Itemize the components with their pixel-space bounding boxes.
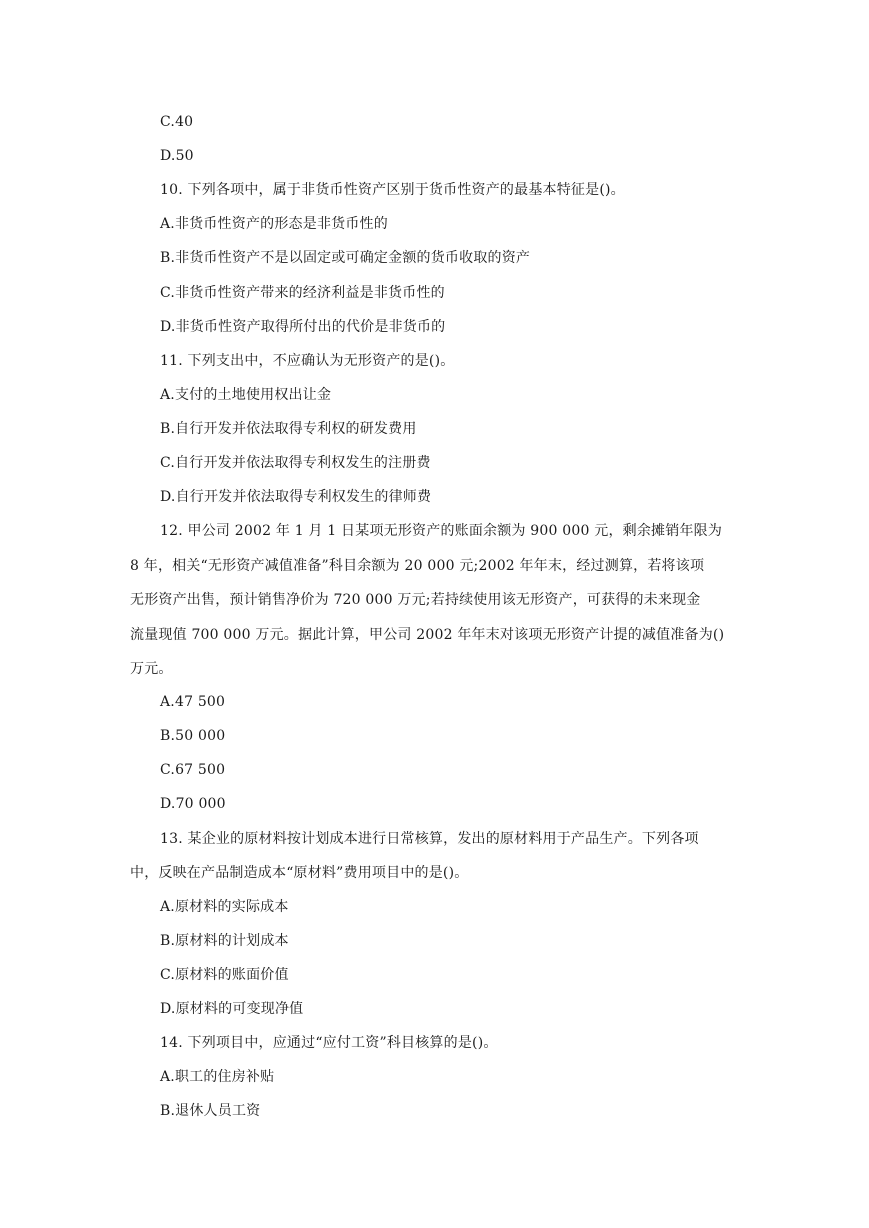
- question-12: 12. 甲公司 2002 年 1 月 1 日某项无形资产的账面余额为 900 000 元，剩余摊销年限为: [160, 523, 723, 539]
- question-13-continued: 中，反映在产品制造成本“原材料”费用项目中的是()。: [130, 865, 469, 881]
- question-14: 14. 下列项目中，应通过“应付工资”科目核算的是()。: [160, 1035, 498, 1051]
- option-a: A.47 500: [160, 694, 226, 710]
- option-b: B.退休人员工资: [160, 1103, 261, 1119]
- question-12-continued: 万元。: [130, 661, 173, 677]
- option-c: C.自行开发并依法取得专利权发生的注册费: [160, 455, 431, 471]
- option-a: A.原材料的实际成本: [160, 899, 289, 915]
- question-10: 10. 下列各项中，属于非货币性资产区别于货币性资产的最基本特征是()。: [160, 182, 625, 198]
- option-b: B.50 000: [160, 728, 226, 744]
- option-a: A.非货币性资产的形态是非货币性的: [160, 216, 388, 232]
- option-c: C.40: [160, 114, 194, 130]
- option-c: C.原材料的账面价值: [160, 967, 289, 983]
- option-b: B.自行开发并依法取得专利权的研发费用: [160, 421, 417, 437]
- question-11: 11. 下列支出中，不应确认为无形资产的是()。: [160, 353, 455, 369]
- option-c: C.非货币性资产带来的经济利益是非货币性的: [160, 285, 445, 301]
- question-13: 13. 某企业的原材料按计划成本进行日常核算，发出的原材料用于产品生产。下列各项: [160, 831, 699, 847]
- option-a: A.职工的住房补贴: [160, 1069, 275, 1085]
- question-12-continued: 8 年，相关“无形资产减值准备”科目余额为 20 000 元;2002 年年末，经过测算，若将该项: [130, 558, 705, 574]
- option-d: D.50: [160, 148, 194, 164]
- question-12-continued: 流量现值 700 000 万元。据此计算，甲公司 2002 年年末对该项无形资产计提的减值准备为(): [130, 627, 725, 643]
- option-d: D.原材料的可变现净值: [160, 1001, 304, 1017]
- option-a: A.支付的土地使用权出让金: [160, 387, 332, 403]
- option-d: D.70 000: [160, 796, 226, 812]
- question-12-continued: 无形资产出售，预计销售净价为 720 000 万元;若持续使用该无形资产，可获得的未来现金: [130, 592, 701, 608]
- option-b: B.非货币性资产不是以固定或可确定金额的货币收取的资产: [160, 250, 531, 266]
- option-c: C.67 500: [160, 762, 226, 778]
- option-d: D.非货币性资产取得所付出的代价是非货币的: [160, 319, 446, 335]
- option-d: D.自行开发并依法取得专利权发生的律师费: [160, 489, 432, 505]
- option-b: B.原材料的计划成本: [160, 933, 289, 949]
